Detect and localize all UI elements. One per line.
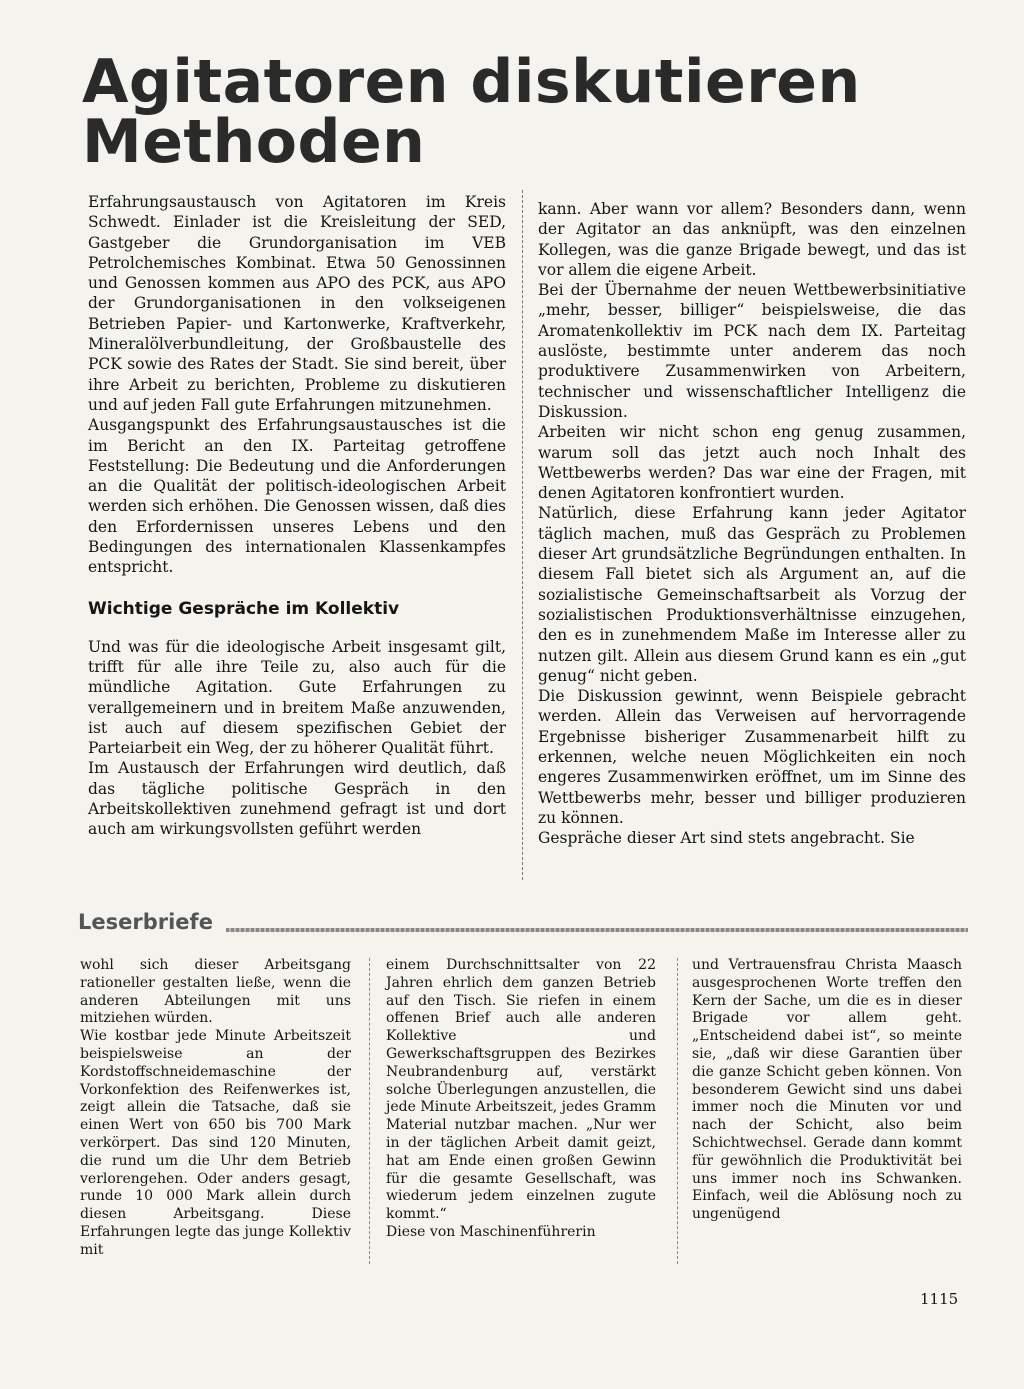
paragraph: Bei der Übernahme der neuen Wettbewerbsinitiative „mehr, besser, billiger“ beispielsweise, die das Aromatenkollektiv im PCK nach dem IX. Parteitag auslöste, bestimmte unter anderem das noch produktivere Zusammenwirken von Arbeitern, technischer und wissenschaftlicher Intelligenz die Diskussion. [538, 281, 966, 421]
page-number: 1115 [920, 1290, 959, 1308]
paragraph: Arbeiten wir nicht schon eng genug zusammen, warum soll das jetzt auch noch Inhalt des Wettbewerbs werden? Das war eine der Fragen, mit denen Agitatoren konfrontiert wurden. [538, 423, 966, 503]
letters-column-1 [80, 957, 351, 1260]
paragraph: Ausgangspunkt des Erfahrungsaustausches ist die im Bericht an den IX. Parteitag getroffene Feststellung: Die Bedeutung und die Anforderungen an die Qualität der politisch-ideologischen Arbeit werden sich erhöhen. Die Genossen wissen, daß dies den Erfordernissen unseres Lebens und den Bedingungen des internationalen Klassenkampfes entspricht. [88, 416, 506, 577]
section-rule [226, 928, 968, 932]
paragraph: Erfahrungsaustausch von Agitatoren im Kreis Schwedt. Einlader ist die Kreisleitung der SED, Gastgeber die Grundorganisation im VEB Petrolchemisches Kombinat. Etwa 50 Genossinnen und Genossen kommen aus APO des PCK, aus APO der Grundorganisationen in den volkseigenen Betrieben Papier- und Kartonwerke, Kraftverkehr, Mineralölverbundleitung, der Großbaustelle des PCK sowie des Rates der Stadt. Sie sind bereit, über ihre Arbeit zu berichten, Probleme zu diskutieren und auf jeden Fall gute Erfahrungen mitzunehmen. [88, 193, 506, 414]
column-divider [369, 958, 371, 1264]
article-column-2 [538, 199, 966, 849]
section-subheading: Wichtige Gespräche im Kollektiv [88, 598, 400, 619]
article-column-1 [88, 192, 506, 840]
paragraph: Diese von Maschinenführerin [386, 1223, 596, 1240]
paragraph: und Vertrauensfrau Christa Maasch ausgesprochenen Worte treffen den Kern der Sache, um die es in dieser Brigade vor allem geht. „Entscheidend dabei ist“, so meinte sie, „daß wir diese Garantien über die ganze Schicht geben können. Von besonderem Gewicht sind uns dabei immer noch die Minuten vor und nach der Schicht, also beim Schichtwechsel. Gerade dann kommt für gewöhnlich die Produktivität bei uns immer noch ins Schwanken. Einfach, weil die Ablösung noch zu ungenügend [692, 957, 962, 1223]
paragraph: Die Diskussion gewinnt, wenn Beispiele gebracht werden. Allein das Verweisen auf hervorragende Ergebnisse bisheriger Zusammenarbeit hilft zu erkennen, welche neuen Möglichkeiten ein noch engeres Zusammenwirken eröffnet, um im Sinne des Wettbewerbs mehr, besser und billiger produzieren zu können. [538, 687, 966, 827]
column-divider [522, 190, 524, 880]
paragraph: wohl sich dieser Arbeitsgang rationeller gestalten ließe, wenn die anderen Abteilungen mit uns mitziehen würden. [80, 957, 351, 1027]
paragraph: Im Austausch der Erfahrungen wird deutlich, daß das tägliche politische Gespräch in den Arbeitskollektiven zunehmend gefragt ist und dort auch am wirkungsvollsten geführt werden [88, 759, 506, 839]
paragraph: Wie kostbar jede Minute Arbeitszeit beispielsweise an der Kordstoffschneidemaschine der Vorkonfektion des Reifenwerkes ist, zeigt allein die Tatsache, daß sie einen Wert von 650 bis 700 Mark verkörpert. Das sind 120 Minuten, die rund um die Uhr dem Betrieb verlorengehen. Oder anders gesagt, runde 10 000 Mark allein durch diesen Arbeitsgang. Diese Erfahrungen legte das junge Kollektiv mit [80, 1028, 351, 1258]
article-title: Agitatoren diskutieren Methoden [82, 47, 861, 177]
paragraph: Natürlich, diese Erfahrung kann jeder Agitator täglich machen, muß das Gespräch zu Problemen dieser Art grundsätzliche Begründungen enthalten. In diesem Fall bietet sich als Argument an, auf die sozialistische Gemeinschaftsarbeit als Vorzug der sozialistischen Produktionsverhältnisse einzugehen, den es in zunehmendem Maße im Interesse aller zu nutzen gilt. Allein aus diesem Grund kann es ein „gut genug“ nicht geben. [538, 504, 966, 685]
paragraph: Und was für die ideologische Arbeit insgesamt gilt, trifft für alle ihre Teile zu, also auch für die mündliche Agitation. Gute Erfahrungen zu verallgemeinern und in breitem Maße anzuwenden, ist auch auf diesem spezifischen Gebiet der Parteiarbeit ein Weg, der zu höherer Qualität führt. [88, 637, 506, 758]
column-divider [677, 958, 679, 1264]
letters-section-header [78, 910, 968, 940]
paragraph: Gespräche dieser Art sind stets angebracht. Sie [538, 829, 915, 848]
letters-section-label: Leserbriefe [78, 910, 213, 934]
letters-column-3 [692, 957, 962, 1224]
paragraph: kann. Aber wann vor allem? Besonders dann, wenn der Agitator an das anknüpft, was den einzelnen Kollegen, was die ganze Brigade bewegt, und das ist vor allem die eigene Arbeit. [538, 200, 966, 279]
letters-column-2 [386, 957, 656, 1242]
paragraph: einem Durchschnittsalter von 22 Jahren ehrlich dem ganzen Betrieb auf den Tisch. Sie riefen in einem offenen Brief auch alle anderen Kollektive und Gewerkschaftsgruppen des Bezirkes Neubrandenburg auf, verstärkt solche Überlegungen anzustellen, die jede Minute Arbeitszeit, jedes Gramm Material nutzbar machen. „Nur wer in der täglichen Arbeit damit geizt, hat am Ende einen großen Gewinn für die gesamte Gesellschaft, was wiederum jedem einzelnen zugute kommt.“ [386, 957, 656, 1223]
